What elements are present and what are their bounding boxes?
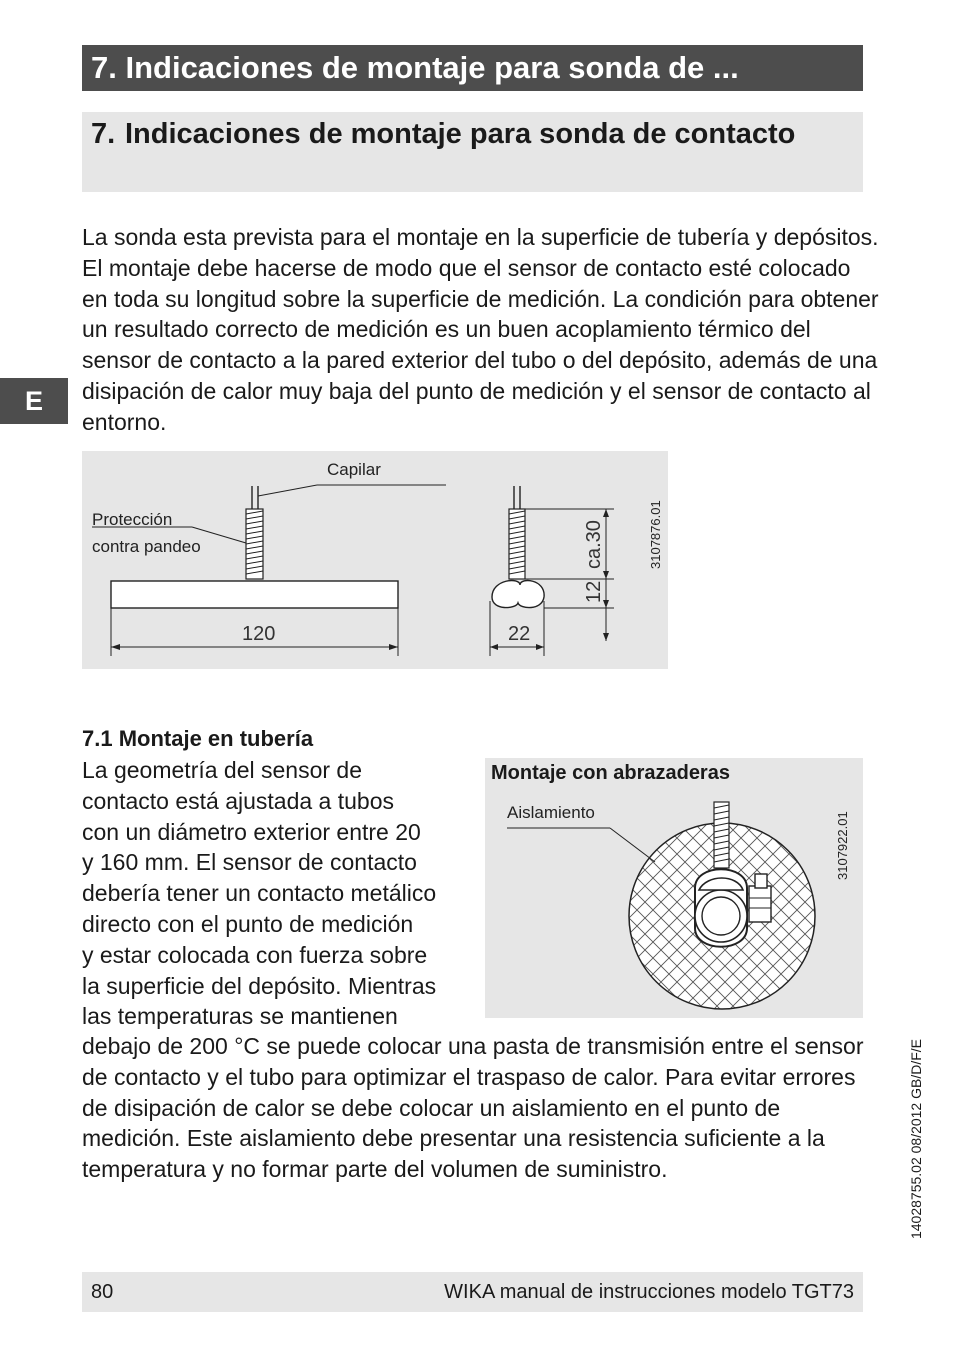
text-line: debería tener un contacto metálico — [82, 880, 437, 907]
label-contra-pandeo: contra pandeo — [92, 537, 201, 556]
figure2-title: Montaje con abrazaderas — [491, 762, 730, 784]
text-line: las temperaturas se mantienen — [82, 1003, 398, 1030]
clamp-drawing — [485, 758, 863, 1018]
page-header: 7. Indicaciones de montaje para sonda de ... — [82, 45, 863, 91]
page-number: 80 — [91, 1281, 114, 1303]
text-line: y estar colocada con fuerza sobre — [82, 941, 428, 968]
intro-paragraph: La sonda esta prevista para el montaje en la superficie de tubería y depósitos. El montaje debe hacerse de modo que el sensor de contacto esté colocado en toda su longitud sobre la superficie de medición. La condición para obtener un resultado correcto de medición es un buen acoplamiento térmico del sensor de contacto a la pared exterior del tubo o del depósito, además de una disipación de calor muy baja del punto de medición y el sensor de contacto al entorno. — [82, 224, 879, 435]
subsection-paragraph — [82, 755, 482, 1032]
probe-dimension-figure — [82, 451, 668, 669]
subsection-heading: 7.1 Montaje en tubería — [82, 726, 314, 751]
dimension-length: 120 — [242, 623, 276, 645]
dimension-approx: ca.30 — [583, 520, 605, 569]
text-line: contacto está ajustada a tubos — [82, 787, 394, 814]
figure-code: 3107876.01 — [648, 500, 663, 569]
probe-drawing — [82, 451, 668, 669]
label-proteccion: Protección — [92, 510, 173, 529]
text-line: con un diámetro exterior entre 20 — [82, 818, 421, 845]
label-aislamiento: Aislamiento — [507, 803, 595, 822]
text-line: directo con el punto de medición — [82, 910, 414, 937]
text-line: La geometría del sensor de — [82, 757, 363, 783]
text-line: la superficie del depósito. Mientras — [82, 972, 437, 999]
manual-title: WIKA manual de instrucciones modelo TGT73 — [444, 1281, 854, 1303]
page-footer — [82, 1272, 863, 1312]
dimension-width: 22 — [508, 623, 531, 645]
section-heading: Indicaciones de montaje para sonda de contacto — [125, 118, 796, 150]
document-code — [905, 1025, 927, 1253]
dimension-height: 12 — [583, 580, 605, 603]
language-tab: E — [0, 378, 68, 424]
continuation-paragraph: debajo de 200 °C se puede colocar una pasta de transmisión entre el sensor de contacto y el tubo para optimizar el traspaso de calor. Para evitar errores de disipación de calor se debe colocar un aislamiento en el punto de medición. Este aislamiento debe presentar una resistencia suficiente a la temperatura y no formar parte del volumen de suministro. — [82, 1033, 864, 1183]
figure2-code: 3107922.01 — [835, 811, 850, 880]
section-number: 7. — [91, 118, 116, 150]
label-capilar: Capilar — [327, 460, 381, 479]
text-line: y 160 mm. El sensor de contacto — [82, 849, 417, 876]
clamp-mounting-figure — [485, 758, 863, 1018]
document-code-text: 14028755.02 08/2012 GB/D/F/E — [908, 1038, 924, 1240]
section-title — [82, 112, 863, 192]
